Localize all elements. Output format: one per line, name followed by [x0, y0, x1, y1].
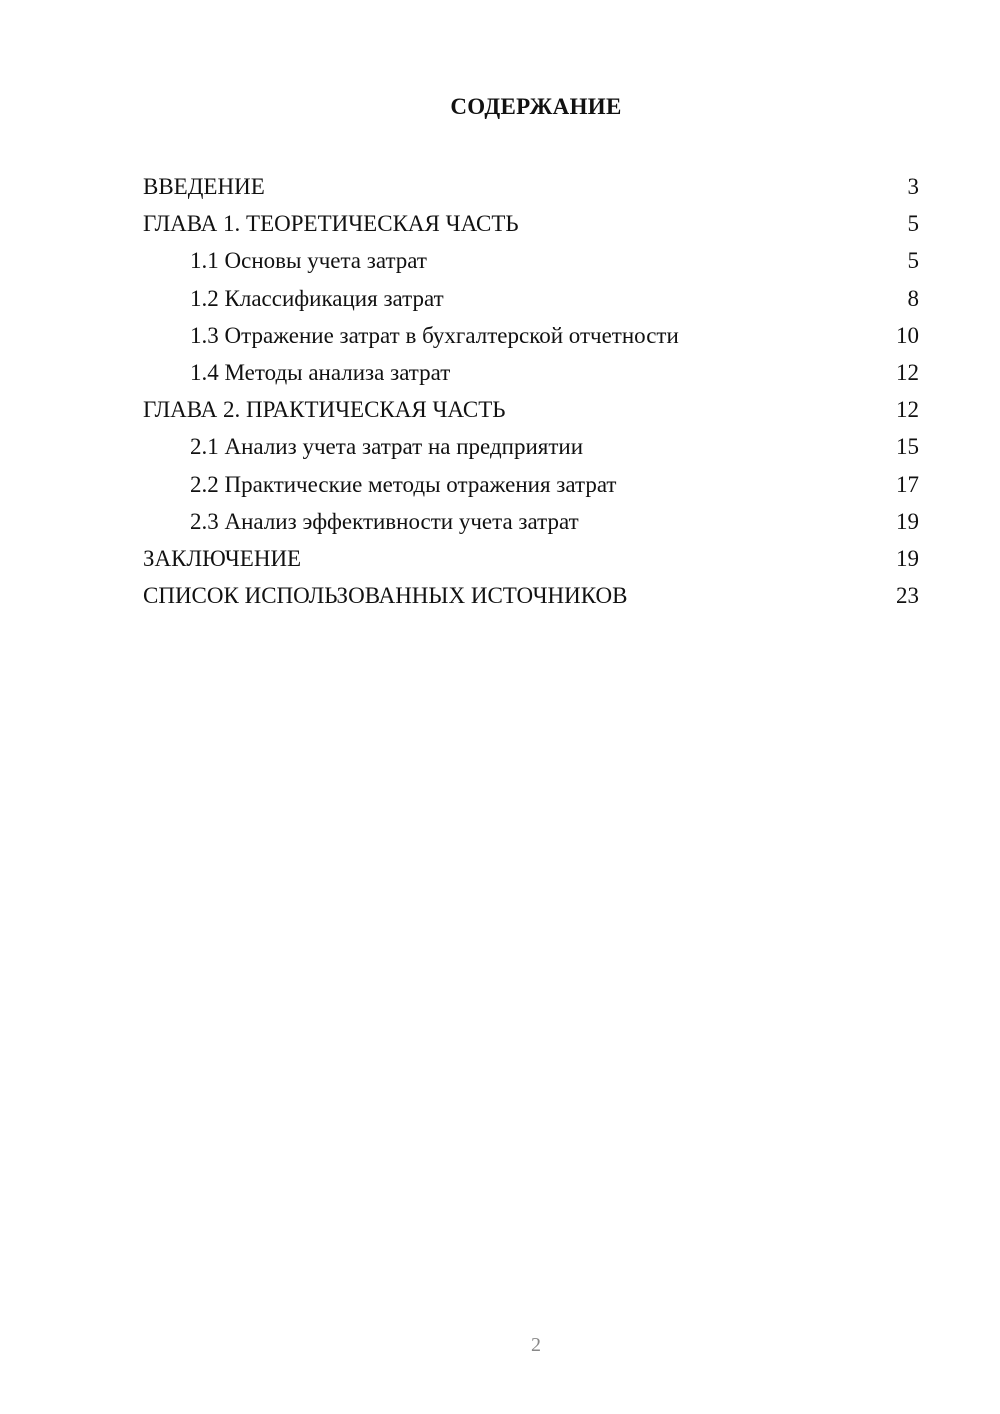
toc-entry-label: 2.1 Анализ учета затрат на предприятии	[190, 434, 584, 460]
toc-entry-label: 1.1 Основы учета затрат	[190, 248, 427, 274]
toc-entry-page: 23	[896, 583, 919, 609]
toc-entry-label: 2.2 Практические методы отражения затрат	[190, 471, 617, 497]
toc-entry-label: ГЛАВА 1. ТЕОРЕТИЧЕСКАЯ ЧАСТЬ	[143, 211, 519, 237]
toc-entry-section-1-3[interactable]	[143, 317, 919, 354]
toc-entry-label: 1.4 Методы анализа затрат	[190, 360, 451, 386]
toc-entry-introduction[interactable]	[143, 168, 919, 205]
page-number: 2	[531, 1334, 541, 1356]
toc-entry-page: 8	[907, 285, 919, 311]
toc-entry-page: 12	[896, 397, 919, 423]
toc-entry-label: ВВЕДЕНИЕ	[143, 174, 265, 200]
toc-entry-label: 1.3 Отражение затрат в бухгалтерской отчетности	[190, 322, 679, 348]
toc-entry-page: 5	[907, 248, 919, 274]
toc-entry-references[interactable]	[143, 577, 919, 614]
toc-entry-label: 2.3 Анализ эффективности учета затрат	[190, 508, 579, 534]
toc-entry-label: ГЛАВА 2. ПРАКТИЧЕСКАЯ ЧАСТЬ	[143, 397, 506, 423]
toc-entry-page: 10	[896, 322, 919, 348]
toc-entry-section-2-3[interactable]	[143, 503, 919, 540]
toc-entry-label: ЗАКЛЮЧЕНИЕ	[143, 545, 302, 571]
toc-entry-section-2-1[interactable]	[143, 428, 919, 465]
toc-entry-chapter-1[interactable]	[143, 205, 919, 242]
toc-entry-page: 15	[896, 434, 919, 460]
toc-entry-page: 3	[907, 174, 919, 200]
toc-entry-page: 5	[907, 211, 919, 237]
toc-entry-label: СПИСОК ИСПОЛЬЗОВАННЫХ ИСТОЧНИКОВ	[143, 583, 628, 609]
toc-entry-page: 12	[896, 360, 919, 386]
toc-entry-page: 17	[896, 471, 919, 497]
toc-entry-page: 19	[896, 545, 919, 571]
toc-entry-label: 1.2 Классификация затрат	[190, 285, 444, 311]
toc-entry-section-2-2[interactable]	[143, 466, 919, 503]
toc-entry-chapter-2[interactable]	[143, 391, 919, 428]
toc-entry-conclusion[interactable]	[143, 540, 919, 577]
toc-entry-page: 19	[896, 508, 919, 534]
toc-entry-section-1-2[interactable]	[143, 280, 919, 317]
table-of-contents	[143, 168, 919, 614]
toc-title: СОДЕРЖАНИЕ	[450, 94, 622, 119]
toc-entry-section-1-1[interactable]	[143, 242, 919, 279]
toc-entry-section-1-4[interactable]	[143, 354, 919, 391]
